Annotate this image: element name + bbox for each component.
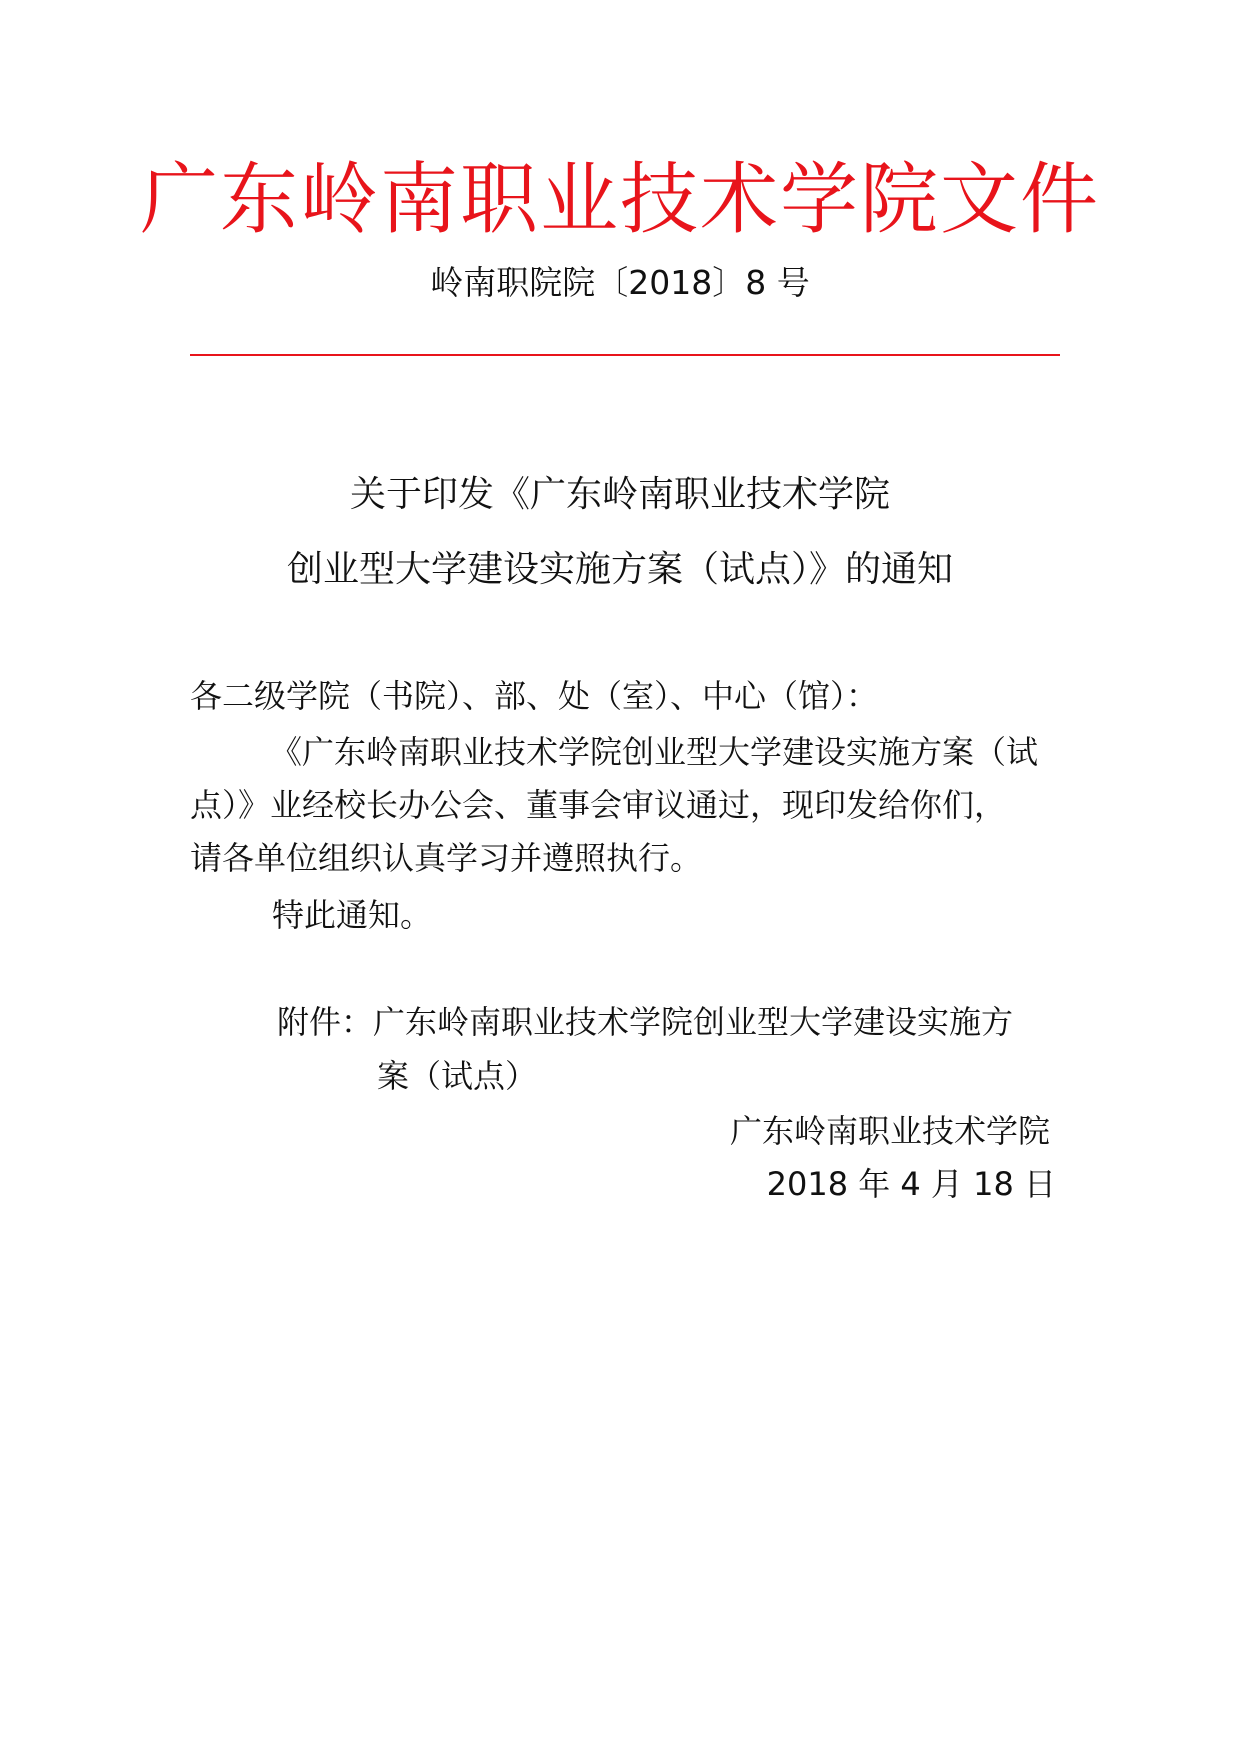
notice-title-line-1: 关于印发《广东岭南职业技术学院	[349, 474, 890, 515]
body-paragraph-line-2: 点）》业经校长办公会、董事会审议通过，现印发给你们，	[190, 786, 1007, 824]
attachment-title-part-1: 广东岭南职业技术学院创业型大学建设实施方	[373, 1003, 1014, 1041]
attachment-label: 附件：	[277, 1003, 374, 1041]
header-divider	[190, 354, 1060, 356]
signature-organization: 广东岭南职业技术学院	[729, 1112, 1050, 1150]
signature-date: 2018 年 4 月 18 日	[766, 1165, 1056, 1203]
addressees: 各二级学院（书院）、部、处（室）、中心（馆）：	[190, 677, 879, 715]
closing-line: 特此通知。	[272, 896, 433, 934]
document-header-title: 广东岭南职业技术学院文件	[139, 155, 1100, 245]
body-paragraph-line-1: 《广东岭南职业技术学院创业型大学建设实施方案（试	[270, 733, 1039, 771]
body-paragraph-line-3: 请各单位组织认真学习并遵照执行。	[190, 839, 703, 877]
document-number: 岭南职院院〔2018〕8 号	[430, 263, 810, 302]
attachment-title-part-2: 案（试点）	[377, 1057, 538, 1095]
notice-title-line-2: 创业型大学建设实施方案（试点）》的通知	[286, 549, 953, 590]
attachment-line-1	[277, 998, 1013, 1046]
